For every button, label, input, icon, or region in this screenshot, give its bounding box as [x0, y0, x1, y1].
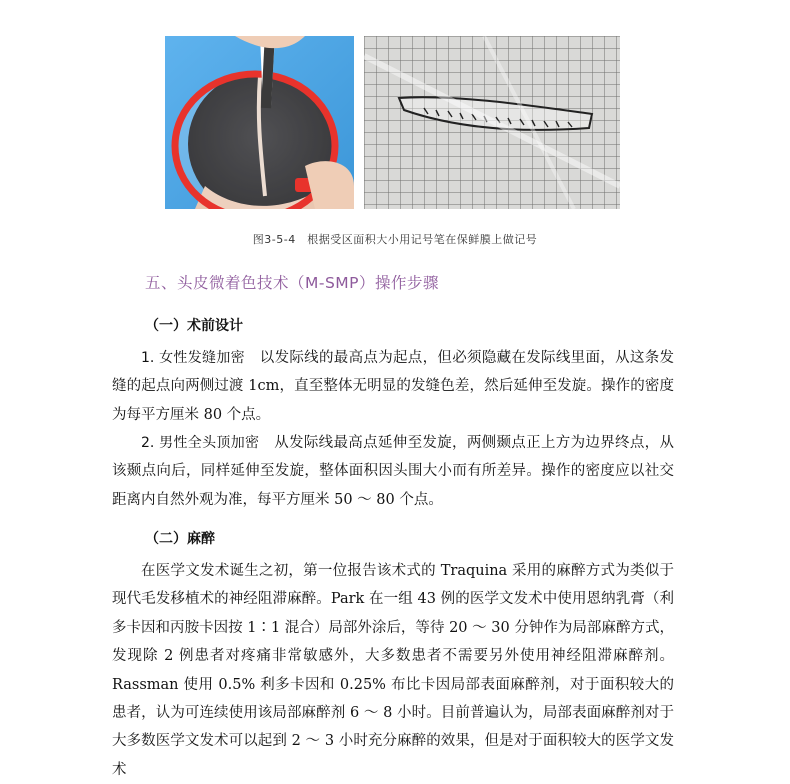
paragraph-anesthesia: 在医学文发术诞生之初，第一位报告该术式的 Traquina 采用的麻醉方式为类似于现代毛发移植术的神经阻滞麻醉。Park 在一组 43 例的医学文发术中使用恩纳乳膏（利多卡因和丙胺卡因按 1∶1 混合）局部外涂后，等待 20 ～ 30 分钟作为局部麻醉方式，发现除 2 例患者对疼痛非常敏感外，大多数患者不需要另外使用神经阻滞麻醉剂。Rassman 使用 0.5% 利多卡因和 0.25% 布比卡因局部表面麻醉剂，对于面积较大的患者，认为可连续使用该局部麻醉剂 6 ～ 8 小时。目前普遍认为，局部表面麻醉剂对于大多数医学文发术可以起到 2 ～ 3 小时充分麻醉的效果，但是对于面积较大的医学文发术 — [112, 563, 674, 778]
paragraph-text-female: 以发际线的最高点为起点，但必须隐藏在发际线里面，从这条发缝的起点向两侧过渡 1cm，直至整体无明显的发缝色差，然后延伸至发旋。操作的密度为每平方厘米 80 个点。 — [112, 350, 675, 423]
grid-outline-illustration — [364, 36, 620, 209]
subsection-heading-preop-design: （一）术前设计 — [145, 318, 243, 334]
section-title: 五、头皮微着色技术（M-SMP）操作步骤 — [145, 274, 440, 292]
paragraph-male-crown — [112, 429, 674, 514]
paragraph-lead-male: 2. 男性全头顶加密 — [141, 435, 260, 451]
paragraph-text-male: 从发际线最高点延伸至发旋，两侧颞点正上方为边界终点，从该颞点向后，同样延伸至发旋，整体面积因头围大小而有所差异。操作的密度应以社交距离内自然外观为准，每平方厘米 50 ～ 80 个点。 — [112, 435, 675, 508]
paragraph-lead-female: 1. 女性发缝加密 — [141, 350, 245, 366]
subsection-heading-anesthesia: （二）麻醉 — [145, 531, 215, 547]
hoop-photo-illustration — [165, 36, 354, 209]
paragraph-female-part-line — [112, 344, 674, 429]
figure-right-photo — [364, 36, 620, 209]
figure-caption: 图3-5-4 根据受区面积大小用记号笔在保鲜膜上做记号 — [252, 233, 538, 246]
figure-left-photo — [165, 36, 354, 209]
